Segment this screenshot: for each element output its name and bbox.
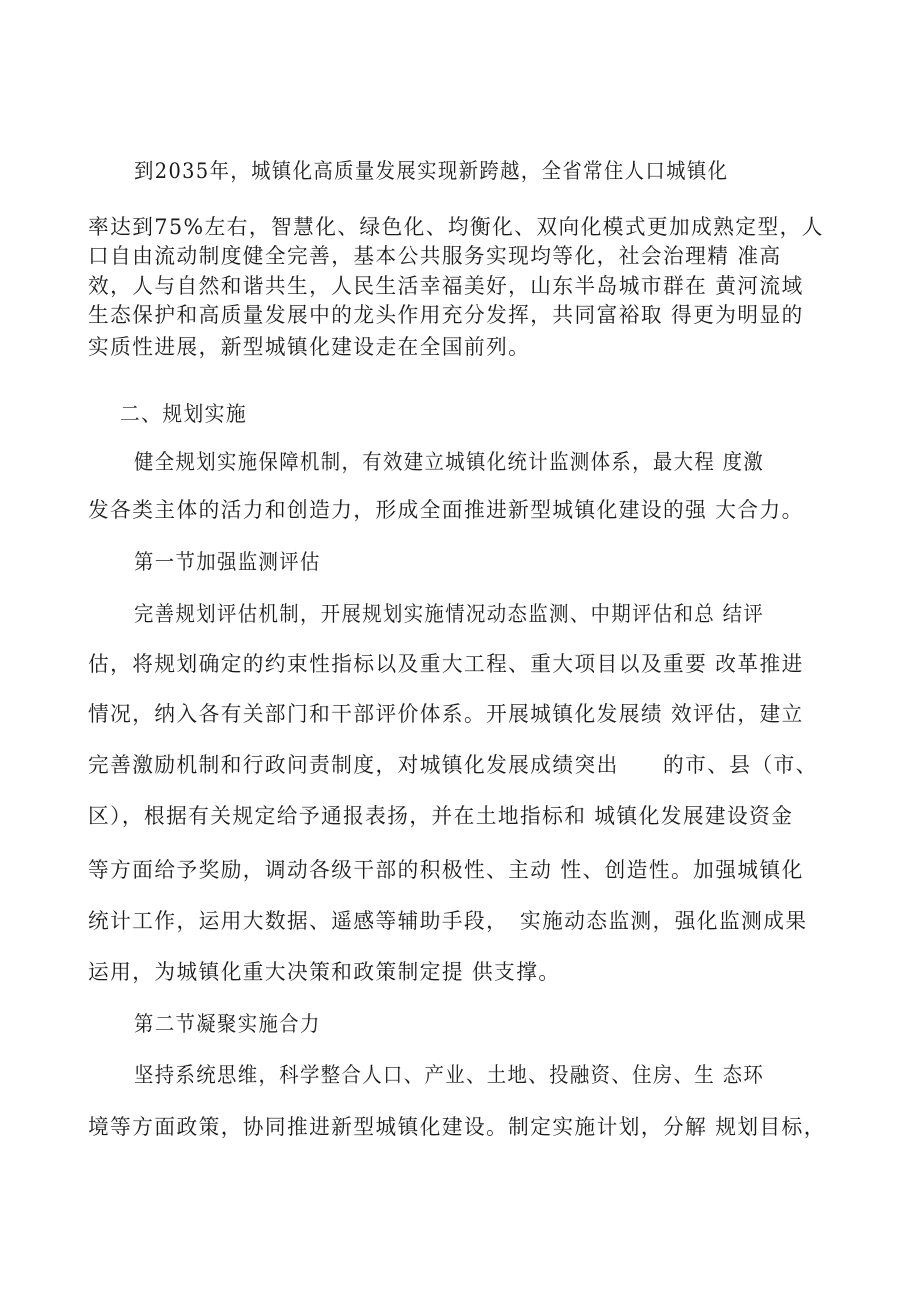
paragraph-2035-line: 口自由流动制度健全完善，基本公共服务实现均等化，社会治理精 准高 (88, 244, 782, 268)
section-heading: 二、规划实施 (120, 402, 248, 426)
paragraph-2035-line: 效，人与自然和谐共生，人民生活幸福美好，山东半岛城市群在 黄河流域 (88, 274, 804, 298)
paragraph-2035-line: 率达到75%左右，智慧化、绿色化、均衡化、双向化模式更加成熟定型，人 (88, 215, 824, 239)
paragraph-2035-line: 到2035年，城镇化高质量发展实现新跨越，全省常住人口城镇化 (134, 159, 729, 183)
section-one-title: 第一节加强监测评估 (134, 550, 321, 574)
section-two-line: 境等方面政策，协同推进新型城镇化建设。制定实施计划，分解 规划目标， (88, 1115, 826, 1139)
section-one-line: 区），根据有关规定给予通报表扬，并在土地指标和 城镇化发展建设资金 (88, 804, 794, 828)
section-one-line: 等方面给予奖励，调动各级干部的积极性、主动 性、创造性。加强城镇化 (88, 858, 804, 882)
section-one-line: 完善规划评估机制，开展规划实施情况动态监测、中期评估和总 结评 (134, 602, 765, 626)
section-intro-line: 健全规划实施保障机制，有效建立城镇化统计监测体系，最大程 度激 (134, 450, 765, 474)
paragraph-2035-line: 生态保护和高质量发展中的龙头作用充分发挥，共同富裕取 得更为明显的 (88, 303, 804, 327)
section-intro-line: 发各类主体的活力和创造力，形成全面推进新型城镇化建设的强 大合力。 (88, 498, 804, 522)
section-two-title: 第二节凝聚实施合力 (134, 1012, 321, 1036)
section-one-line: 情况，纳入各有关部门和干部评价体系。开展城镇化发展绩 效评估，建立 (88, 702, 804, 726)
section-one-line: 统计工作，运用大数据、遥感等辅助手段， 实施动态监测，强化监测成果 (88, 909, 808, 933)
section-one-line: 完善激励机制和行政问责制度，对城镇化发展成绩突出 的市、县（市、 (88, 753, 818, 777)
paragraph-2035-line: 实质性进展，新型城镇化建设走在全国前列。 (88, 335, 531, 359)
section-two-line: 坚持系统思维，科学整合人口、产业、土地、投融资、住房、生 态环 (134, 1063, 765, 1087)
section-one-line: 运用，为城镇化重大决策和政策制定提 供支撑。 (88, 960, 561, 984)
section-one-line: 估，将规划确定的约束性指标以及重大工程、重大项目以及重要 改革推进 (88, 652, 804, 676)
